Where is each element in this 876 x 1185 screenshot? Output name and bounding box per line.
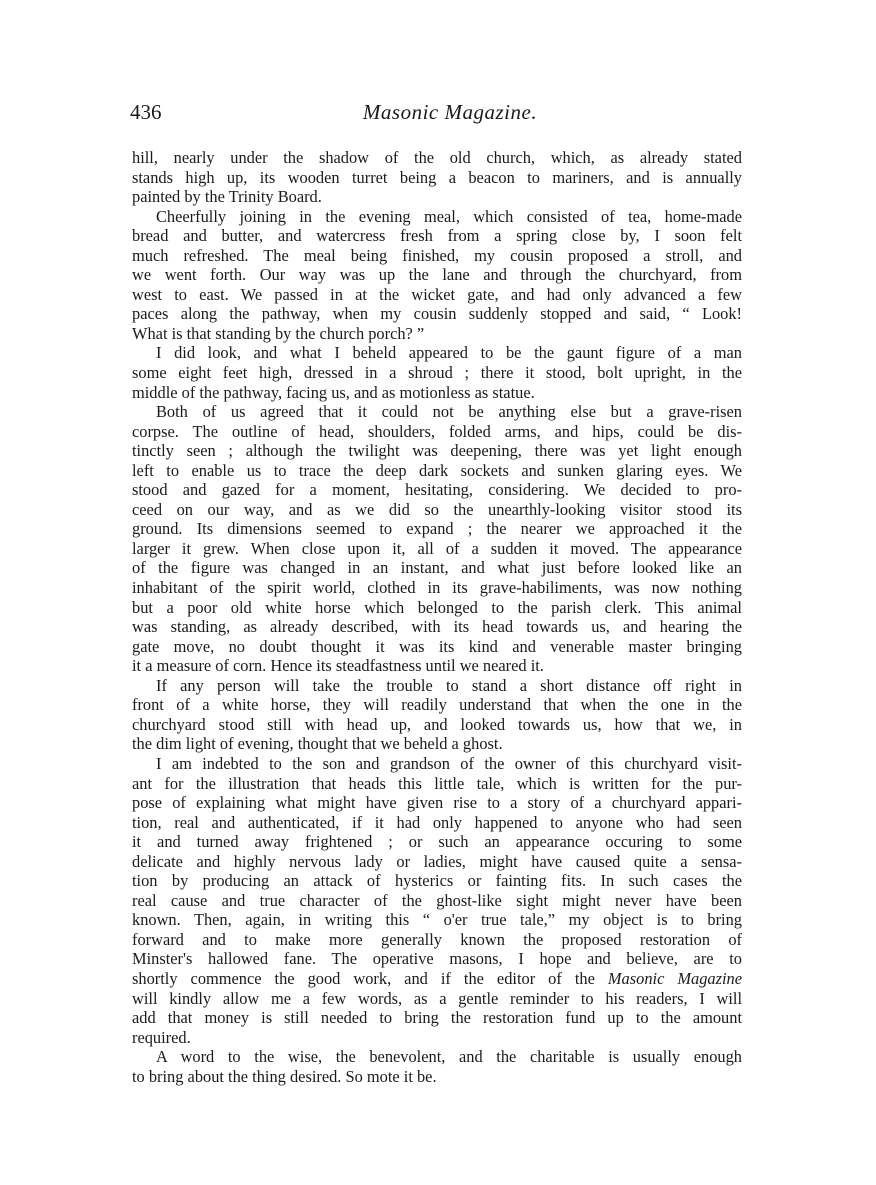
text-line: inhabitant of the spirit world, clothed in its grave-habiliments, was now nothing <box>132 578 742 598</box>
text-line: known. Then, again, in writing this “ o'er true tale,” my object is to bring <box>132 910 742 930</box>
text-line: pose of explaining what might have given rise to a story of a churchyard appari- <box>132 793 742 813</box>
paragraph <box>132 343 742 402</box>
text-line: tion, real and authenticated, if it had only happened to anyone who had seen <box>132 812 742 832</box>
paragraph <box>132 969 742 1047</box>
text-line: much refreshed. The meal being finished, my cousin proposed a stroll, and <box>132 245 742 265</box>
article-body <box>132 148 742 1086</box>
text-line: A word to the wise, the benevolent, and the charitable is usually enough <box>156 1047 742 1067</box>
text-line: bread and butter, and watercress fresh from a spring close by, I soon felt <box>132 226 742 246</box>
text-line: paces along the pathway, when my cousin suddenly stopped and said, “ Look! <box>132 304 742 324</box>
running-title: Masonic Magazine. <box>362 100 538 124</box>
text-line: corpse. The outline of head, shoulders, folded arms, and hips, could be dis- <box>132 421 742 441</box>
text-line: real cause and true character of the ghost-like sight might never have been <box>132 890 742 910</box>
paragraph <box>132 402 742 676</box>
page-number: 436 <box>130 100 162 124</box>
text-line: west to east. We passed in at the wicket gate, and had only advanced a few <box>132 284 742 304</box>
paragraph <box>132 754 742 969</box>
text-line: of the figure was changed in an instant, and what just before looked like an <box>132 558 742 578</box>
text-line <box>132 969 742 989</box>
text-line: delicate and highly nervous lady or ladies, might have caused quite a sensa- <box>132 851 742 871</box>
text-line: Minster's hallowed fane. The operative masons, I hope and believe, are to <box>132 949 742 969</box>
text-line: left to enable us to trace the deep dark sockets and sunken glaring eyes. We <box>132 460 742 480</box>
paragraph <box>132 207 742 344</box>
text-line: stood and gazed for a moment, hesitating, considering. We decided to pro- <box>132 480 742 500</box>
text-line: Both of us agreed that it could not be anything else but a grave-risen <box>156 402 742 422</box>
text-line: front of a white horse, they will readily understand that when the one in the <box>132 695 742 715</box>
text-line: ceed on our way, and as we did so the unearthly-looking visitor stood its <box>132 499 742 519</box>
text-line: required. <box>132 1027 191 1047</box>
text-line: painted by the Trinity Board. <box>132 187 322 207</box>
text-fragment: shortly commence the good work, and if the editor of the <box>132 968 608 988</box>
text-line: Cheerfully joining in the evening meal, which consisted of tea, home-made <box>156 206 742 226</box>
text-line: If any person will take the trouble to stand a short distance off right in <box>156 675 742 695</box>
page-header <box>130 100 770 130</box>
text-line: was standing, as already described, with its head towards us, and hearing the <box>132 617 742 637</box>
paragraph <box>132 1047 742 1086</box>
text-line: tion by producing an attack of hysterics or fainting fits. In such cases the <box>132 871 742 891</box>
text-line: I am indebted to the son and grandson of the owner of this churchyard visit- <box>156 753 742 773</box>
text-line: forward and to make more generally known the proposed restoration of <box>132 929 742 949</box>
paragraph <box>132 148 742 207</box>
text-line: it and turned away frightened ; or such an appearance occuring to some <box>132 832 742 852</box>
magazine-title-italic: Masonic Magazine <box>607 968 742 988</box>
text-line: we went forth. Our way was up the lane and through the churchyard, from <box>132 265 742 285</box>
text-line: but a poor old white horse which belonged to the parish clerk. This animal <box>132 597 742 617</box>
text-line: ant for the illustration that heads this little tale, which is written for the pur- <box>132 773 742 793</box>
text-line: churchyard stood still with head up, and looked towards us, how that we, in <box>132 714 742 734</box>
paragraph <box>132 676 742 754</box>
text-line: middle of the pathway, facing us, and as motionless as statue. <box>132 382 535 402</box>
text-line: add that money is still needed to bring the restoration fund up to the amount <box>132 1008 742 1028</box>
text-line: larger it grew. When close upon it, all of a sudden it moved. The appearance <box>132 538 742 558</box>
text-line: tinctly seen ; although the twilight was deepening, there was yet light enough <box>132 441 742 461</box>
text-line: will kindly allow me a few words, as a gentle reminder to his readers, I will <box>132 988 742 1008</box>
text-line: some eight feet high, dressed in a shroud ; there it stood, bolt upright, in the <box>132 363 742 383</box>
text-line: to bring about the thing desired. So mote it be. <box>132 1066 437 1086</box>
text-line: I did look, and what I beheld appeared to be the gaunt figure of a man <box>156 343 742 363</box>
text-line: gate move, no doubt thought it was its kind and venerable master bringing <box>132 636 742 656</box>
text-line: hill, nearly under the shadow of the old church, which, as already stated <box>132 148 742 167</box>
text-line: ground. Its dimensions seemed to expand ; the nearer we approached it the <box>132 519 742 539</box>
text-line: What is that standing by the church porch? ” <box>132 323 425 343</box>
text-line: the dim light of evening, thought that we beheld a ghost. <box>132 734 503 754</box>
text-line: it a measure of corn. Hence its steadfastness until we neared it. <box>132 656 544 676</box>
text-line: stands high up, its wooden turret being a beacon to mariners, and is annually <box>132 167 742 187</box>
